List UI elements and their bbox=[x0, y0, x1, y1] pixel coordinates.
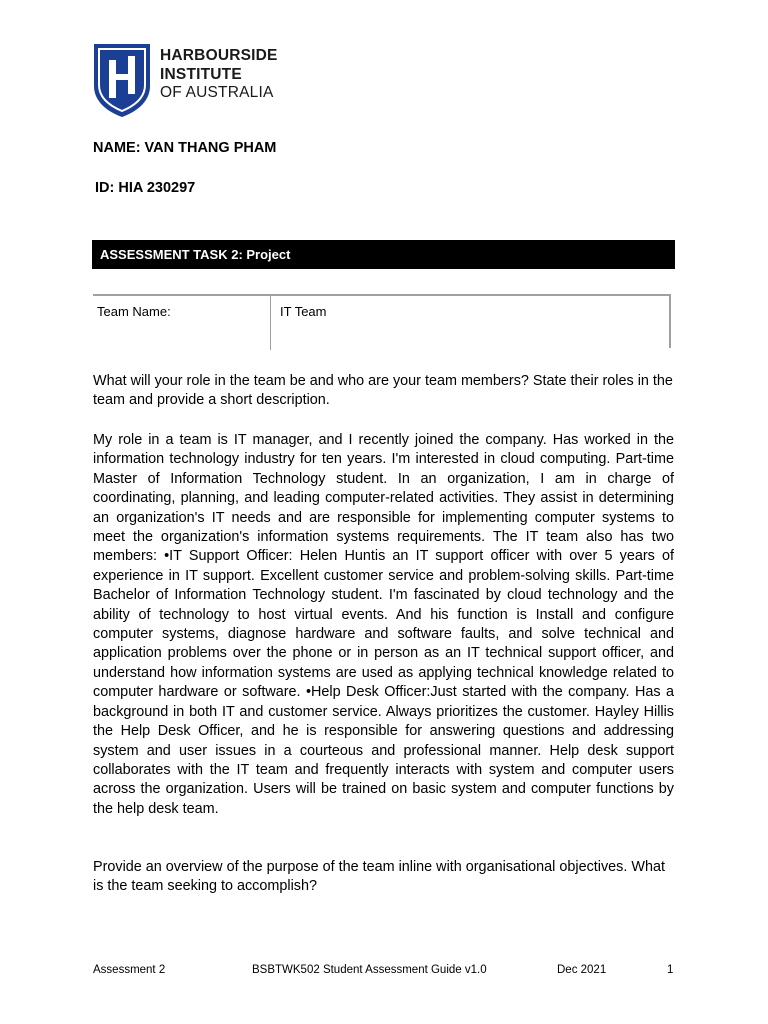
table-divider bbox=[270, 296, 271, 350]
question-2: Provide an overview of the purpose of the team inline with organisational objectives. What is the team seeking to accomplish? bbox=[93, 859, 665, 895]
logo-line-2: INSTITUTE bbox=[160, 65, 242, 83]
logo-line-3: OF AUSTRALIA bbox=[160, 84, 274, 101]
question-1: What will your role in the team be and who are your team members? State their roles in the team and provide a short description. bbox=[93, 373, 673, 409]
answer-1: My role in a team is IT manager, and I recently joined the company. Has worked in the information technology industry for ten years. I'm interested in cloud computing. Part-time Master of Information Technology student. In an organization, I am in charge of coordinating, planning, and leading computer-related activities. They assist in determining an organization's IT needs and are responsible for implementing computer systems to meet the organization's information systems requirements. The IT team also has two members: •IT Support Officer: Helen Huntis an IT support officer with over 5 years of experience in IT support. Excellent customer service and problem-solving skills. Part-time Bachelor of Information Technology student. I'm fascinated by cloud technology and the ability of technology to host virtual events. And his function is Install and configure computer systems, diagnose hardware and software faults, and solve technical and application problems over the phone or in person as an IT technical support officer, and understand how information systems are used as applying technical knowledge related to computer hardware or software. •Help Desk Officer:Just started with the company. Has a background in both IT and customer service. Always prioritizes the customer. Hayley Hillis the Help Desk Officer, and he is responsible for answering questions and addressing system and user issues in a courteous and professional manner. Help desk support collaborates with the IT team and frequently interacts with system and computer users across the organization. Users will be trained on basic system and computer functions by the help desk team. bbox=[93, 432, 674, 817]
footer-date: Dec 2021 bbox=[557, 964, 607, 976]
team-name-table bbox=[93, 294, 671, 348]
logo-line-1: HARBOURSIDE bbox=[160, 47, 278, 64]
team-name-value: IT Team bbox=[280, 304, 327, 319]
footer-page-number: 1 bbox=[667, 964, 674, 976]
assessment-task-header: ASSESSMENT TASK 2: Project bbox=[92, 240, 675, 269]
footer-assessment: Assessment 2 bbox=[93, 964, 166, 976]
team-name-label: Team Name: bbox=[97, 304, 171, 319]
footer-guide: BSBTWK502 Student Assessment Guide v1.0 bbox=[252, 964, 487, 976]
student-name: NAME: VAN THANG PHAM bbox=[93, 140, 277, 156]
shield-h-icon bbox=[92, 42, 152, 118]
logo-wordmark bbox=[160, 47, 278, 103]
institute-logo bbox=[92, 42, 292, 120]
student-id: ID: HIA 230297 bbox=[95, 180, 196, 196]
